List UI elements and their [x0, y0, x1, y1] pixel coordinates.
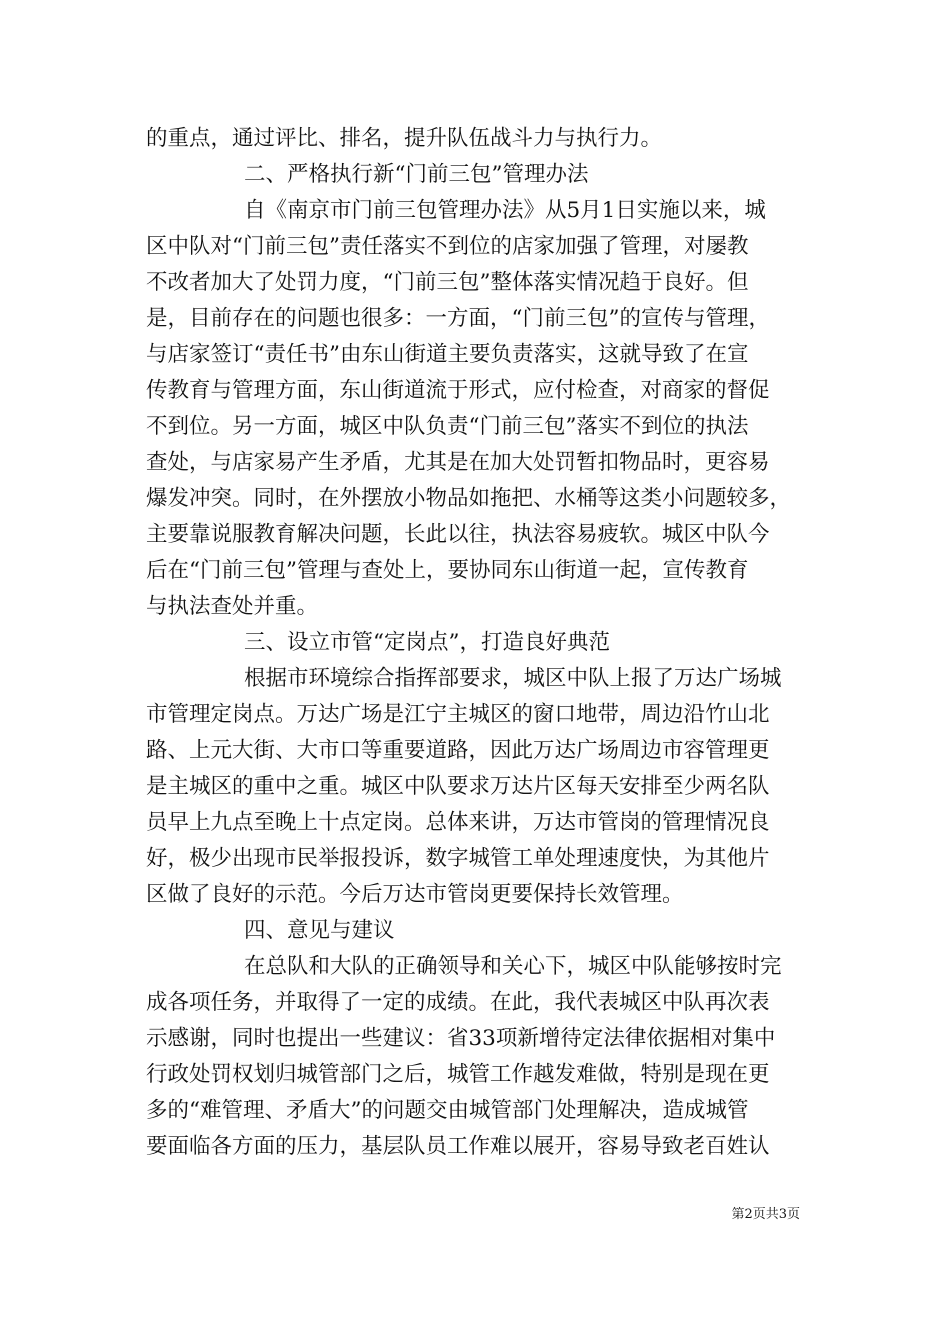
body-text-line: 的重点，通过评比、排名，提升队伍战斗力与执行力。	[146, 126, 663, 151]
body-text-line: 好，极少出现市民举报投诉，数字城管工单处理速度快，为其他片	[146, 846, 770, 871]
body-text-line: 市管理定岗点。万达广场是江宁主城区的窗口地带，周边沿竹山北	[146, 702, 770, 727]
page-number-footer: 第2页共3页	[731, 1207, 800, 1222]
body-text-line: 与店家签订“责任书”由东山街道主要负责落实，这就导致了在宣	[146, 342, 749, 367]
body-text-line: 根据市环境综合指挥部要求，城区中队上报了万达广场城	[244, 666, 782, 691]
body-text-line: 示感谢，同时也提出一些建议：省33项新增待定法律依据相对集中	[146, 1026, 776, 1051]
section-heading-4: 四、意见与建议	[244, 918, 395, 943]
body-text-line: 查处，与店家易产生矛盾，尤其是在加大处罚暂扣物品时，更容易	[146, 450, 770, 475]
body-text-line: 区中队对“门前三包”责任落实不到位的店家加强了管理，对屡教	[146, 234, 749, 259]
body-text-line: 是主城区的重中之重。城区中队要求万达片区每天安排至少两名队	[146, 774, 770, 799]
section-heading-2: 二、严格执行新“门前三包”管理办法	[244, 162, 589, 187]
body-text-line: 不改者加大了处罚力度，“门前三包”整体落实情况趋于良好。但	[146, 270, 749, 295]
body-text-line: 自《南京市门前三包管理办法》从5月1日实施以来，城	[244, 198, 766, 223]
body-text-line: 路、上元大街、大市口等重要道路，因此万达广场周边市容管理更	[146, 738, 770, 763]
body-text-line: 多的“难管理、矛盾大”的问题交由城管部门处理解决，造成城管	[146, 1098, 749, 1123]
body-text-line: 与执法查处并重。	[146, 594, 319, 619]
body-text-line: 传教育与管理方面，东山街道流于形式，应付检查，对商家的督促	[146, 378, 770, 403]
body-text-line: 不到位。另一方面，城区中队负责“门前三包”落实不到位的执法	[146, 414, 749, 439]
body-text-line: 爆发冲突。同时，在外摆放小物品如拖把、水桶等这类小问题较多，	[146, 486, 792, 511]
body-text-line: 在总队和大队的正确领导和关心下，城区中队能够按时完	[244, 954, 782, 979]
body-text-line: 区做了良好的示范。今后万达市管岗更要保持长效管理。	[146, 882, 684, 907]
body-text-line: 行政处罚权划归城管部门之后，城管工作越发难做，特别是现在更	[146, 1062, 770, 1087]
body-text-line: 后在“门前三包”管理与查处上，要协同东山街道一起，宣传教育	[146, 558, 749, 583]
body-text-line: 主要靠说服教育解决问题，长此以往，执法容易疲软。城区中队今	[146, 522, 770, 547]
body-text-line: 是，目前存在的问题也很多：一方面，“门前三包”的宣传与管理，	[146, 306, 770, 331]
section-heading-3: 三、设立市管“定岗点”，打造良好典范	[244, 630, 610, 655]
body-text-line: 成各项任务，并取得了一定的成绩。在此，我代表城区中队再次表	[146, 990, 770, 1015]
body-text-line: 员早上九点至晚上十点定岗。总体来讲，万达市管岗的管理情况良	[146, 810, 770, 835]
body-text-line: 要面临各方面的压力，基层队员工作难以展开，容易导致老百姓认	[146, 1134, 770, 1159]
